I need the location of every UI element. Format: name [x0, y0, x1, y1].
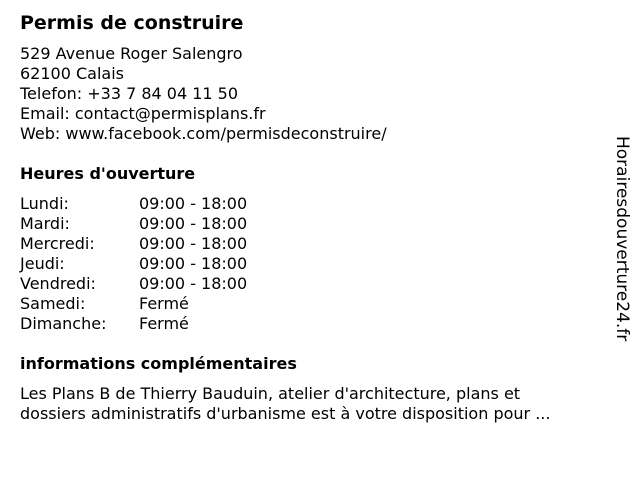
city-postcode: 62100 Calais [20, 64, 124, 83]
day-label: Dimanche: [20, 314, 107, 333]
day-hours: 09:00 - 18:00 [139, 214, 248, 233]
day-hours: 09:00 - 18:00 [139, 254, 248, 273]
hours-row [20, 274, 247, 294]
day-label: Vendredi: [20, 274, 96, 293]
additional-info-heading: informations complémentaires [20, 354, 297, 373]
day-label: Lundi: [20, 194, 69, 213]
day-label: Mercredi: [20, 234, 95, 253]
day-hours: 09:00 - 18:00 [139, 194, 248, 213]
hours-row [20, 294, 247, 314]
phone-number: Telefon: +33 7 84 04 11 50 [20, 84, 239, 103]
day-hours: 09:00 - 18:00 [139, 234, 248, 253]
day-label: Samedi: [20, 294, 86, 313]
hours-row [20, 314, 247, 334]
additional-info-text [20, 384, 610, 424]
hours-row [20, 254, 247, 274]
day-hours: Fermé [139, 294, 189, 313]
info-line: dossiers administratifs d'urbanisme est à votre disposition pour ... [20, 404, 551, 423]
day-hours: 09:00 - 18:00 [139, 274, 248, 293]
contact-block [20, 44, 387, 144]
hours-row [20, 194, 247, 214]
info-line: Les Plans B de Thierry Bauduin, atelier d'architecture, plans et [20, 384, 521, 403]
hours-row [20, 214, 247, 234]
day-hours: Fermé [139, 314, 189, 333]
street-address: 529 Avenue Roger Salengro [20, 44, 243, 63]
website-link: Web: www.facebook.com/permisdeconstruire/ [20, 124, 387, 143]
day-label: Mardi: [20, 214, 70, 233]
watermark-text: Horairesdouverture24.fr [612, 136, 632, 342]
opening-hours-heading: Heures d'ouverture [20, 164, 196, 183]
opening-hours-table [20, 194, 247, 334]
email-address: Email: contact@permisplans.fr [20, 104, 266, 123]
watermark [611, 136, 633, 370]
business-name: Permis de construire [20, 12, 244, 34]
hours-row [20, 234, 247, 254]
day-label: Jeudi: [20, 254, 65, 273]
